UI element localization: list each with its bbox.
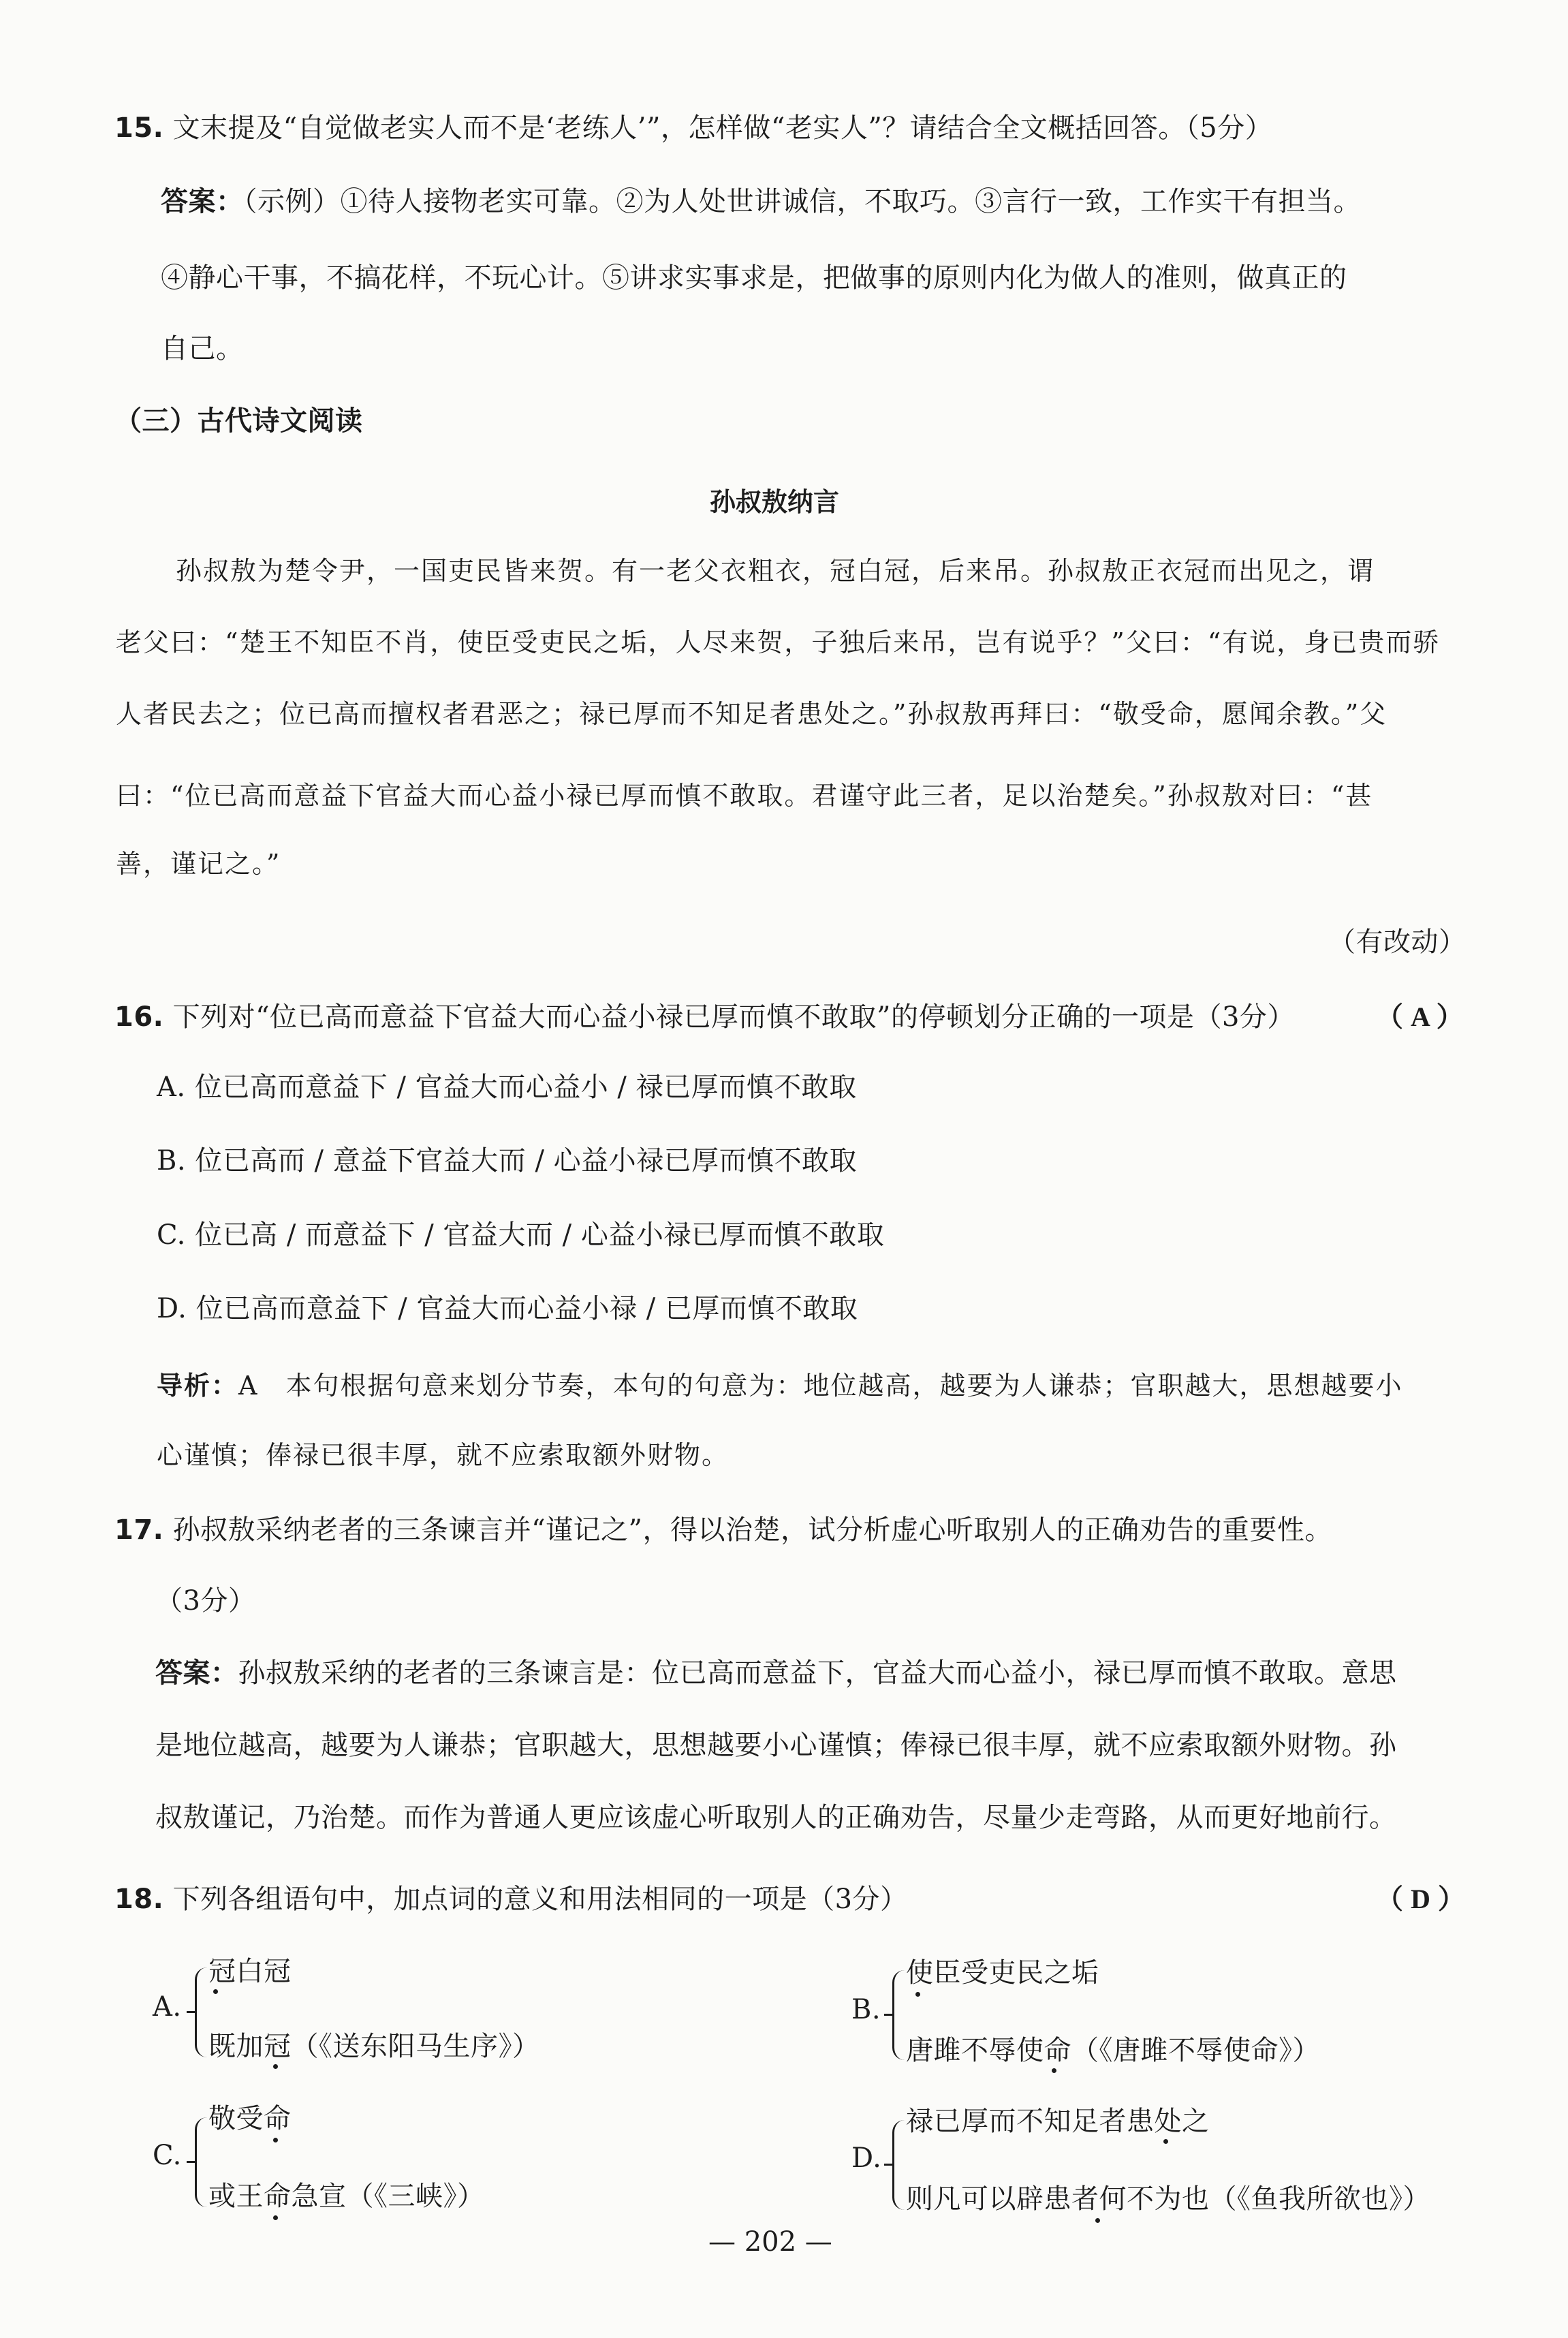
q15-answer-line-1 bbox=[161, 183, 1361, 221]
brace-tip bbox=[187, 2011, 195, 2013]
source-note: （有改动） bbox=[1328, 926, 1467, 958]
q18-stem-line bbox=[114, 1880, 908, 1918]
q15-answer-line-2: ④静心干事，不搞花样，不玩心计。⑤讲求实事求是，把做事的原则内化为做人的准则，做真正的 bbox=[161, 262, 1347, 294]
q18-option-line2: 则凡可以辟患者何不为也（《鱼我所欲也》） bbox=[906, 2183, 1430, 2215]
emphasis-dot bbox=[273, 2064, 278, 2069]
analysis-text: A 本句根据句意来划分节奏，本句的句意为：地位越高，越要为人谦恭；官职越大，思想越要小 bbox=[238, 1371, 1403, 1401]
q18-option-line1: 禄已厚而不知足者患处之 bbox=[906, 2106, 1210, 2137]
brace-tip bbox=[884, 2014, 892, 2016]
answer-text: 孙叔敖采纳的老者的三条谏言是：位已高而意益下，官益大而心益小，禄已厚而慎不敢取。意思 bbox=[238, 1657, 1397, 1689]
q18-option-line2: 唐雎不辱使命（《唐雎不辱使命》） bbox=[906, 2035, 1320, 2066]
emphasis-dot bbox=[1163, 2139, 1168, 2144]
q18-option-line1: 敬受命 bbox=[208, 2103, 292, 2134]
q18-option-letter: A. bbox=[153, 1991, 182, 2023]
q17-answer-line-2: 是地位越高，越要为人谦恭；官职越大，思想越要小心谨慎；俸禄已很丰厚，就不应索取额外财物。孙 bbox=[155, 1730, 1397, 1761]
q17-answer-line-3: 叔敖谨记，乃治楚。而作为普通人更应该虚心听取别人的正确劝告，尽量少走弯路，从而更好地前行。 bbox=[155, 1802, 1397, 1833]
brace bbox=[892, 2120, 907, 2210]
q17-stem-line-2: （3分） bbox=[155, 1585, 256, 1617]
brace bbox=[195, 1967, 209, 2057]
q16-analysis-line-2: 心谨慎；俸禄已很丰厚，就不应索取额外财物。 bbox=[157, 1440, 730, 1470]
passage-title: 孙叔敖纳言 bbox=[710, 487, 840, 517]
emphasis-dot bbox=[1095, 2218, 1100, 2223]
q16-option-a: A. 位已高而意益下 / 官益大而心益小 / 禄已厚而慎不敢取 bbox=[157, 1072, 857, 1103]
q18-option-line1: 冠白冠 bbox=[208, 1956, 292, 1987]
emphasis-dot bbox=[915, 1992, 920, 1997]
q18-option-line1: 使臣受吏民之垢 bbox=[906, 1957, 1099, 1989]
page-number: — 202 — bbox=[708, 2226, 832, 2258]
passage-line: 人者民去之；位已高而擅权者君恶之；禄已厚而不知足者患处之。”孙叔敖再拜曰：“敬受命，愿闻余教。”父 bbox=[116, 699, 1387, 729]
q18-option-line2: 既加冠（《送东阳马生序》） bbox=[208, 2031, 540, 2062]
q15-stem-line bbox=[114, 109, 1272, 147]
q18-answer: （ D ） bbox=[1376, 1884, 1466, 1914]
analysis-label: 导析： bbox=[157, 1371, 239, 1401]
q16-analysis-line-1 bbox=[157, 1367, 1402, 1405]
question-stem: 下列对“位已高而意益下官益大而心益小禄已厚而慎不敢取”的停顿划分正确的一项是（3分） bbox=[172, 1001, 1295, 1033]
q18-option-letter: B. bbox=[851, 1994, 881, 2025]
q18-option-letter: D. bbox=[851, 2142, 882, 2174]
passage-line: 曰：“位已高而意益下官益大而心益小禄已厚而慎不敢取。君谨守此三者，足以治楚矣。”孙叔敖对曰：“甚 bbox=[116, 781, 1373, 811]
question-number: 18. bbox=[114, 1884, 164, 1915]
brace-tip bbox=[187, 2161, 195, 2163]
emphasis-dot bbox=[273, 2138, 278, 2142]
q16-option-c: C. 位已高 / 而意益下 / 官益大而 / 心益小禄已厚而慎不敢取 bbox=[157, 1219, 885, 1251]
q17-stem-line-1 bbox=[114, 1511, 1332, 1549]
section-heading: （三）古代诗文阅读 bbox=[114, 405, 363, 437]
emphasis-dot bbox=[1052, 2068, 1056, 2073]
question-stem: 孙叔敖采纳老者的三条谏言并“谨记之”，得以治楚，试分析虚心听取别人的正确劝告的重要性。 bbox=[172, 1514, 1332, 1546]
question-number: 17. bbox=[114, 1514, 164, 1546]
q18-option-line2: 或王命急宣（《三峡》） bbox=[208, 2181, 485, 2212]
q18-option-letter: C. bbox=[153, 2140, 182, 2171]
question-number: 15. bbox=[114, 112, 164, 144]
emphasis-dot bbox=[273, 2215, 278, 2220]
q15-answer-line-3: 自己。 bbox=[161, 333, 244, 364]
question-stem: 下列各组语句中，加点词的意义和用法相同的一项是（3分） bbox=[172, 1884, 908, 1915]
brace bbox=[195, 2117, 209, 2207]
q17-answer-line-1 bbox=[155, 1654, 1397, 1692]
q16-option-d: D. 位已高而意益下 / 官益大而心益小禄 / 已厚而慎不敢取 bbox=[157, 1293, 858, 1324]
question-number: 16. bbox=[114, 1001, 164, 1033]
brace-tip bbox=[884, 2164, 892, 2166]
emphasis-dot bbox=[213, 1989, 218, 1994]
passage-line: 善，谨记之。” bbox=[116, 849, 281, 879]
passage-line: 孙叔敖为楚令尹，一国吏民皆来贺。有一老父衣粗衣，冠白冠，后来吊。孙叔敖正衣冠而出见之，谓 bbox=[176, 556, 1375, 586]
q16-answer: （ A ） bbox=[1376, 1001, 1464, 1032]
q16-option-b: B. 位已高而 / 意益下官益大而 / 心益小禄已厚而慎不敢取 bbox=[157, 1145, 858, 1176]
passage-line: 老父曰：“楚王不知臣不肖，使臣受吏民之垢，人尽来贺，子独后来吊，岂有说乎？”父曰：“有说，身已贵而骄 bbox=[116, 627, 1441, 657]
answer-text: （示例）①待人接物老实可靠。②为人处世讲诚信，不取巧。③言行一致，工作实干有担当。 bbox=[243, 186, 1361, 217]
answer-label: 答案： bbox=[161, 186, 244, 217]
q16-stem-line bbox=[114, 998, 1295, 1036]
answer-label: 答案： bbox=[155, 1657, 238, 1689]
brace bbox=[892, 1970, 907, 2060]
question-stem: 文末提及“自觉做老实人而不是‘老练人’”，怎样做“老实人”？请结合全文概括回答。（5分） bbox=[172, 112, 1273, 144]
